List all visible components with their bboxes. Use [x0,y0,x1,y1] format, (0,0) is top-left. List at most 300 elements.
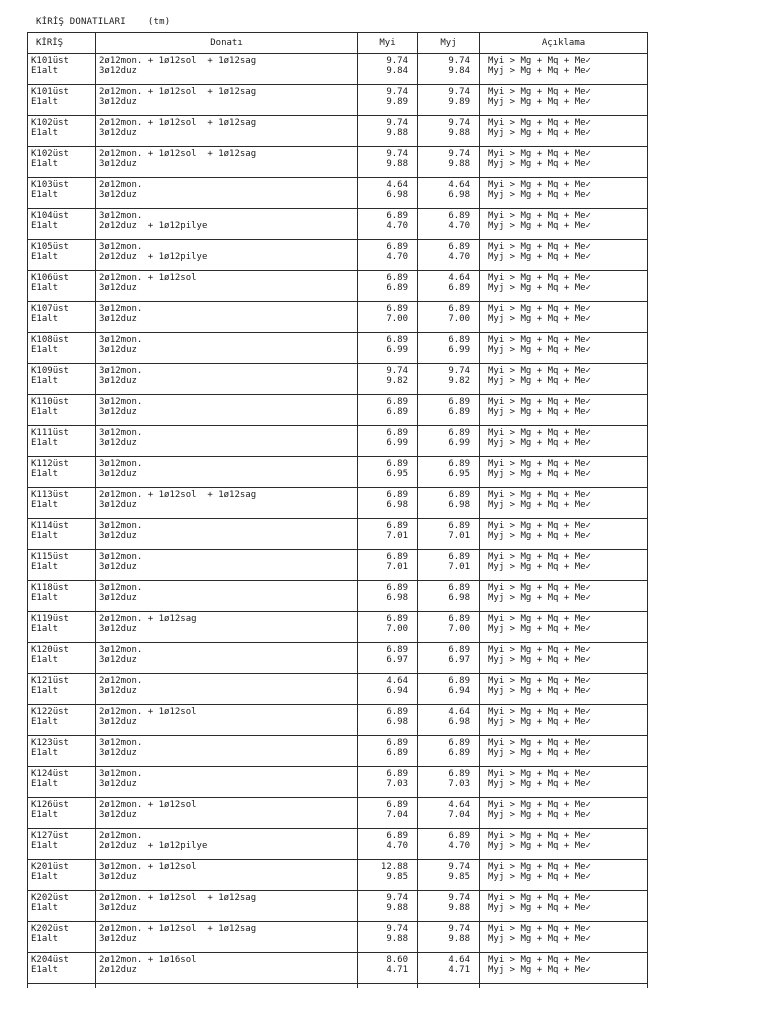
aciklama-cell [480,922,648,953]
myi-ust: 9.74 [386,924,408,934]
donati-ust: 2ø12mon. + 1ø12sol [99,707,197,717]
myi-cell [358,705,418,736]
donati-cell [96,643,358,674]
donati-cell [96,612,358,643]
beam-id: K111 [31,428,53,438]
myi-cell [358,581,418,612]
myi-cell [358,333,418,364]
myi-alt: 9.82 [386,376,408,386]
myj-cell [418,860,480,891]
myj-alt: 7.04 [448,810,470,820]
alt-label: alt [41,314,59,324]
donati-cell [96,674,358,705]
check-icon: ✓ [585,87,591,97]
check-icon: ✓ [585,283,591,293]
beam-id-cell [28,829,96,860]
ust-label: üst [52,676,69,686]
myi-alt: 6.98 [386,593,408,603]
aciklama-cell [480,209,648,240]
check-icon: ✓ [585,56,591,66]
beam-sub: E1 [31,624,42,634]
myi-alt: 7.00 [386,314,408,324]
myj-ust: 6.89 [448,645,470,655]
donati-ust: 3ø12mon. [99,645,143,655]
check-icon: ✓ [585,407,591,417]
myi-cell [358,674,418,705]
aciklama-cell [480,147,648,178]
myj-cell [418,829,480,860]
beam-sub: E1 [31,283,42,293]
table-row-continuation [28,984,648,989]
myj-cell [418,116,480,147]
myj-cell [418,147,480,178]
donati-alt: 3ø12duz [99,283,137,293]
myj-alt: 4.70 [448,841,470,851]
beam-id-cell [28,178,96,209]
myi-cell [358,953,418,984]
header-aciklama: Açıklama [480,33,648,54]
aciklama-ust: Myi > Mg + Mq + Me [488,955,586,965]
aciklama-ust: Myi > Mg + Mq + Me [488,118,586,128]
myj-ust: 4.64 [448,800,470,810]
aciklama-alt: Myj > Mg + Mq + Me [488,717,586,727]
aciklama-alt: Myj > Mg + Mq + Me [488,686,586,696]
ust-label: üst [52,769,69,779]
beam-id-cell [28,302,96,333]
beam-sub: E1 [31,159,42,169]
donati-alt: 3ø12duz [99,624,137,634]
beam-id-cell [28,240,96,271]
myi-ust: 6.89 [386,521,408,531]
alt-label: alt [41,469,59,479]
myj-cell [418,302,480,333]
myi-ust: 6.89 [386,645,408,655]
donati-alt: 3ø12duz [99,66,137,76]
myi-alt: 4.71 [386,965,408,975]
donati-alt: 3ø12duz [99,97,137,107]
aciklama-cell [480,550,648,581]
check-icon: ✓ [585,97,591,107]
donati-cell [96,736,358,767]
myj-alt: 7.01 [448,562,470,572]
beam-sub: E1 [31,314,42,324]
beam-id: K202 [31,893,53,903]
table-row [28,798,648,829]
check-icon: ✓ [585,211,591,221]
donati-cell [96,271,358,302]
check-icon: ✓ [585,862,591,872]
beam-id-cell [28,116,96,147]
aciklama-alt: Myj > Mg + Mq + Me [488,407,586,417]
alt-label: alt [41,345,59,355]
beam-id: K108 [31,335,53,345]
beam-sub: E1 [31,810,42,820]
myi-cell [358,85,418,116]
donati-alt: 3ø12duz [99,469,137,479]
beam-sub: E1 [31,252,42,262]
myj-cell [418,488,480,519]
table-row [28,457,648,488]
myi-ust: 9.74 [386,149,408,159]
myi-alt: 6.95 [386,469,408,479]
beam-id: K103 [31,180,53,190]
myj-ust: 6.89 [448,552,470,562]
aciklama-ust: Myi > Mg + Mq + Me [488,335,586,345]
donati-cell [96,550,358,581]
myi-ust: 9.74 [386,893,408,903]
aciklama-alt: Myj > Mg + Mq + Me [488,903,586,913]
myj-ust: 9.74 [448,56,470,66]
donati-ust: 3ø12mon. [99,335,143,345]
beam-id-cell [28,798,96,829]
myi-alt: 9.85 [386,872,408,882]
myj-ust: 9.74 [448,862,470,872]
check-icon: ✓ [585,159,591,169]
beam-sub: E1 [31,128,42,138]
myj-alt: 7.03 [448,779,470,789]
beam-sub: E1 [31,717,42,727]
myj-ust: 6.89 [448,521,470,531]
myj-ust: 6.89 [448,676,470,686]
check-icon: ✓ [585,624,591,634]
donati-alt: 3ø12duz [99,531,137,541]
myj-alt: 6.97 [448,655,470,665]
aciklama-alt: Myj > Mg + Mq + Me [488,872,586,882]
check-icon: ✓ [585,552,591,562]
myj-ust: 6.89 [448,769,470,779]
donati-alt: 3ø12duz [99,810,137,820]
aciklama-ust: Myi > Mg + Mq + Me [488,614,586,624]
aciklama-cell [480,54,648,85]
aciklama-ust: Myi > Mg + Mq + Me [488,831,586,841]
myi-ust: 9.74 [386,56,408,66]
donati-ust: 2ø12mon. + 1ø12sol [99,800,197,810]
beam-sub: E1 [31,748,42,758]
beam-id-cell [28,860,96,891]
aciklama-cell [480,798,648,829]
myi-alt: 9.89 [386,97,408,107]
myj-cell [418,209,480,240]
check-icon: ✓ [585,707,591,717]
header-myj: Myj [418,33,480,54]
donati-alt: 3ø12duz [99,345,137,355]
table-row [28,612,648,643]
table-header-row [28,33,648,54]
myj-ust: 9.74 [448,118,470,128]
myj-ust: 6.89 [448,738,470,748]
beam-id-cell [28,953,96,984]
beam-sub: E1 [31,500,42,510]
myi-alt: 6.98 [386,717,408,727]
check-icon: ✓ [585,500,591,510]
check-icon: ✓ [585,800,591,810]
check-icon: ✓ [585,676,591,686]
beam-id: K114 [31,521,53,531]
myj-ust: 6.89 [448,583,470,593]
beam-sub: E1 [31,97,42,107]
check-icon: ✓ [585,459,591,469]
myi-ust: 6.89 [386,831,408,841]
aciklama-alt: Myj > Mg + Mq + Me [488,531,586,541]
alt-label: alt [41,252,59,262]
beam-id-cell [28,147,96,178]
ust-label: üst [52,490,69,500]
donati-cell [96,426,358,457]
aciklama-cell [480,674,648,705]
myj-cell [418,271,480,302]
beam-id-cell [28,271,96,302]
myi-ust: 6.89 [386,397,408,407]
myi-ust: 6.89 [386,769,408,779]
donati-cell [96,240,358,271]
beam-sub: E1 [31,686,42,696]
aciklama-cell [480,705,648,736]
alt-label: alt [41,965,59,975]
myi-alt: 6.94 [386,686,408,696]
myj-ust: 4.64 [448,707,470,717]
beam-sub: E1 [31,376,42,386]
beam-id: K201 [31,862,53,872]
myj-alt: 7.00 [448,624,470,634]
myj-cell [418,240,480,271]
myi-cell [358,767,418,798]
myj-ust: 6.89 [448,490,470,500]
beam-id-cell [28,519,96,550]
beam-id: K102 [31,118,53,128]
check-icon: ✓ [585,345,591,355]
check-icon: ✓ [585,924,591,934]
myi-ust: 6.89 [386,428,408,438]
donati-cell [96,54,358,85]
myj-cell [418,891,480,922]
table-row [28,643,648,674]
myi-cell [358,302,418,333]
table-row [28,829,648,860]
table-row [28,953,648,984]
myi-ust: 6.89 [386,583,408,593]
donati-ust: 2ø12mon. + 1ø16sol [99,955,197,965]
donati-cell [96,581,358,612]
ust-label: üst [52,521,69,531]
beam-sub: E1 [31,345,42,355]
myi-cell [358,54,418,85]
table-row [28,550,648,581]
myj-alt: 6.98 [448,593,470,603]
myj-alt: 6.89 [448,407,470,417]
myi-ust: 6.89 [386,304,408,314]
myj-ust: 6.89 [448,428,470,438]
donati-alt: 2ø12duz [99,965,137,975]
donati-cell [96,333,358,364]
beam-reinforcement-table [27,32,648,988]
myj-alt: 4.70 [448,252,470,262]
myj-alt: 9.88 [448,159,470,169]
check-icon: ✓ [585,686,591,696]
myj-alt: 9.89 [448,97,470,107]
check-icon: ✓ [585,893,591,903]
donati-alt: 2ø12duz + 1ø12pilye [99,221,208,231]
check-icon: ✓ [585,841,591,851]
aciklama-cell [480,891,648,922]
aciklama-ust: Myi > Mg + Mq + Me [488,552,586,562]
beam-id: K120 [31,645,53,655]
title-text: KİRİŞ DONATILARI [36,17,126,27]
check-icon: ✓ [585,872,591,882]
aciklama-alt: Myj > Mg + Mq + Me [488,934,586,944]
donati-cell [96,705,358,736]
myj-ust: 9.74 [448,893,470,903]
aciklama-cell [480,581,648,612]
beam-sub: E1 [31,562,42,572]
aciklama-cell [480,860,648,891]
aciklama-cell [480,178,648,209]
aciklama-alt: Myj > Mg + Mq + Me [488,500,586,510]
myi-ust: 9.74 [386,87,408,97]
myi-alt: 7.04 [386,810,408,820]
aciklama-cell [480,85,648,116]
table-row [28,891,648,922]
myi-cell [358,550,418,581]
table-row [28,54,648,85]
donati-ust: 2ø12mon. + 1ø12sol + 1ø12sag [99,924,257,934]
beam-id: K124 [31,769,53,779]
beam-id-cell [28,643,96,674]
alt-label: alt [41,376,59,386]
check-icon: ✓ [585,655,591,665]
beam-id-cell [28,488,96,519]
ust-label: üst [52,118,69,128]
alt-label: alt [41,903,59,913]
myi-ust: 6.89 [386,242,408,252]
check-icon: ✓ [585,490,591,500]
beam-sub: E1 [31,407,42,417]
beam-id-cell [28,612,96,643]
donati-ust: 2ø12mon. + 1ø12sol + 1ø12sag [99,118,257,128]
donati-cell [96,798,358,829]
check-icon: ✓ [585,521,591,531]
aciklama-cell [480,426,648,457]
donati-ust: 3ø12mon. [99,211,143,221]
aciklama-ust: Myi > Mg + Mq + Me [488,273,586,283]
header-myi: Myi [358,33,418,54]
aciklama-alt: Myj > Mg + Mq + Me [488,190,586,200]
check-icon: ✓ [585,438,591,448]
check-icon: ✓ [585,252,591,262]
check-icon: ✓ [585,903,591,913]
check-icon: ✓ [585,531,591,541]
myj-ust: 6.89 [448,831,470,841]
donati-alt: 3ø12duz [99,655,137,665]
myj-cell [418,612,480,643]
beam-id: K101 [31,56,53,66]
aciklama-cell [480,736,648,767]
aciklama-alt: Myj > Mg + Mq + Me [488,128,586,138]
check-icon: ✓ [585,469,591,479]
ust-label: üst [52,242,69,252]
myi-cell [358,829,418,860]
check-icon: ✓ [585,593,591,603]
aciklama-ust: Myi > Mg + Mq + Me [488,428,586,438]
check-icon: ✓ [585,614,591,624]
aciklama-ust: Myi > Mg + Mq + Me [488,211,586,221]
alt-label: alt [41,66,59,76]
donati-ust: 3ø12mon. [99,769,143,779]
myi-alt: 6.99 [386,438,408,448]
myj-cell [418,643,480,674]
donati-alt: 3ø12duz [99,593,137,603]
donati-alt: 3ø12duz [99,872,137,882]
beam-sub: E1 [31,655,42,665]
myj-cell [418,395,480,426]
myi-ust: 12.88 [380,862,408,872]
myi-cell [358,395,418,426]
myi-ust: 4.64 [386,676,408,686]
myj-alt: 6.94 [448,686,470,696]
ust-label: üst [52,831,69,841]
myi-alt: 6.89 [386,407,408,417]
myj-ust: 6.89 [448,614,470,624]
aciklama-alt: Myj > Mg + Mq + Me [488,438,586,448]
donati-cell [96,302,358,333]
beam-sub: E1 [31,934,42,944]
donati-ust: 3ø12mon. [99,521,143,531]
myi-alt: 7.00 [386,624,408,634]
beam-id: K112 [31,459,53,469]
myj-ust: 9.74 [448,87,470,97]
table-row [28,271,648,302]
check-icon: ✓ [585,180,591,190]
aciklama-alt: Myj > Mg + Mq + Me [488,283,586,293]
myi-alt: 4.70 [386,221,408,231]
myj-ust: 6.89 [448,304,470,314]
table-row [28,767,648,798]
donati-ust: 2ø12mon. + 1ø12sol + 1ø12sag [99,87,257,97]
myi-cell [358,209,418,240]
myi-alt: 4.70 [386,841,408,851]
ust-label: üst [52,366,69,376]
donati-cell [96,891,358,922]
check-icon: ✓ [585,190,591,200]
header-donati: Donatı [96,33,358,54]
donati-alt: 3ø12duz [99,748,137,758]
myj-ust: 9.74 [448,366,470,376]
aciklama-ust: Myi > Mg + Mq + Me [488,490,586,500]
myi-ust: 6.89 [386,707,408,717]
aciklama-ust: Myi > Mg + Mq + Me [488,924,586,934]
check-icon: ✓ [585,769,591,779]
aciklama-alt: Myj > Mg + Mq + Me [488,655,586,665]
table-row [28,860,648,891]
myj-ust: 6.89 [448,397,470,407]
donati-alt: 3ø12duz [99,314,137,324]
ust-label: üst [52,893,69,903]
aciklama-ust: Myi > Mg + Mq + Me [488,769,586,779]
donati-ust: 3ø12mon. [99,552,143,562]
donati-cell [96,829,358,860]
ust-label: üst [52,707,69,717]
table-row [28,116,648,147]
aciklama-alt: Myj > Mg + Mq + Me [488,965,586,975]
table-row [28,488,648,519]
myj-ust: 4.64 [448,955,470,965]
myi-ust: 6.89 [386,552,408,562]
donati-ust: 2ø12mon. [99,831,143,841]
beam-id: K113 [31,490,53,500]
check-icon: ✓ [585,242,591,252]
myj-cell [418,953,480,984]
myi-cell [358,147,418,178]
myi-ust: 6.89 [386,800,408,810]
